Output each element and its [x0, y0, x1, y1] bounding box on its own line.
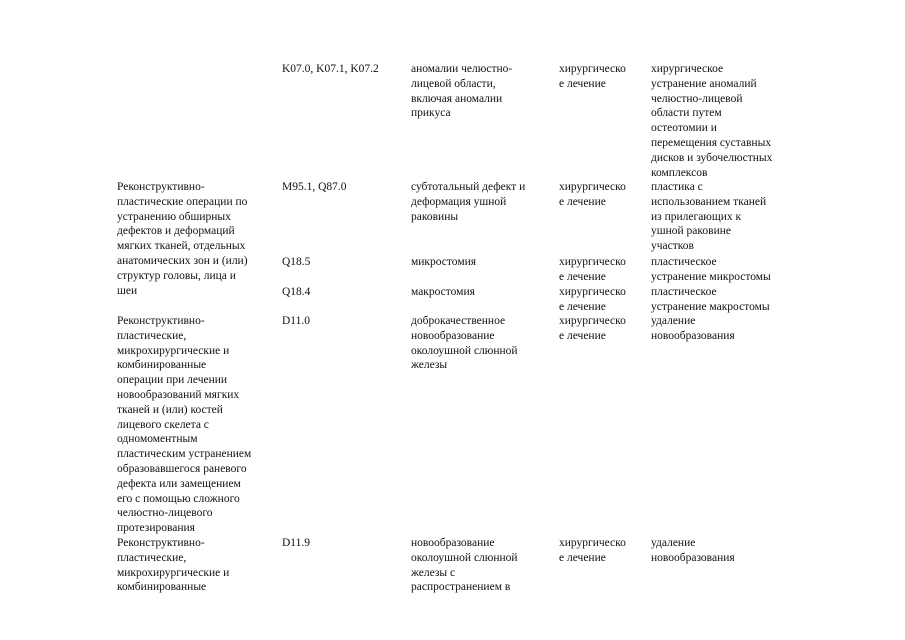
- treatment-type: хирургическо е лечение: [559, 537, 626, 564]
- condition-description: новообразование околоушной слюнной железы с распространением в: [411, 537, 518, 594]
- diagnosis-code: D11.0: [282, 315, 311, 327]
- treatment-method: пластическое устранение макростомы: [651, 286, 770, 313]
- diagnosis-code: Q18.5: [282, 256, 311, 268]
- diagnosis-code: K07.0, K07.1, K07.2: [282, 63, 379, 75]
- procedure-group: Реконструктивно- пластические, микрохирургические и комбинированные операции при лечении новообразований мягких тканей и (или) костей лицевого скелета с одномоментным пластическим устранением образовавшегося раневого дефекта или замещением его с помощью сложного челюстно-лицевого протезирования: [117, 315, 252, 535]
- treatment-method: хирургическое устранение аномалий челюстно-лицевой области путем остеотомии и перемещения суставных дисков и зубочелюстных комплексов: [651, 63, 773, 179]
- diagnosis-code: D11.9: [282, 537, 311, 549]
- procedure-group: Реконструктивно- пластические, микрохирургические и комбинированные: [117, 537, 230, 594]
- treatment-method: пластика с использованием тканей из прилегающих к ушной раковине участков: [651, 181, 767, 253]
- treatment-type: хирургическо е лечение: [559, 315, 626, 342]
- condition-description: макростомия: [411, 286, 475, 298]
- treatment-method: удаление новообразования: [651, 315, 735, 342]
- treatment-type: хирургическо е лечение: [559, 256, 626, 283]
- treatment-type: хирургическо е лечение: [559, 286, 626, 313]
- condition-description: доброкачественное новообразование околоушной слюнной железы: [411, 315, 518, 372]
- procedure-group: Реконструктивно- пластические операции по устранению обширных дефектов и деформаций мягких тканей, отдельных анатомических зон и (или) структур головы, лица и шеи: [117, 181, 248, 297]
- treatment-type: хирургическо е лечение: [559, 181, 626, 208]
- condition-description: аномалии челюстно- лицевой области, включая аномалии прикуса: [411, 63, 513, 120]
- treatment-type: хирургическо е лечение: [559, 63, 626, 90]
- treatment-method: пластическое устранение микростомы: [651, 256, 771, 283]
- condition-description: субтотальный дефект и деформация ушной раковины: [411, 181, 526, 223]
- treatment-method: удаление новообразования: [651, 537, 735, 564]
- diagnosis-code: Q18.4: [282, 286, 311, 298]
- condition-description: микростомия: [411, 256, 477, 268]
- diagnosis-code: M95.1, Q87.0: [282, 181, 347, 193]
